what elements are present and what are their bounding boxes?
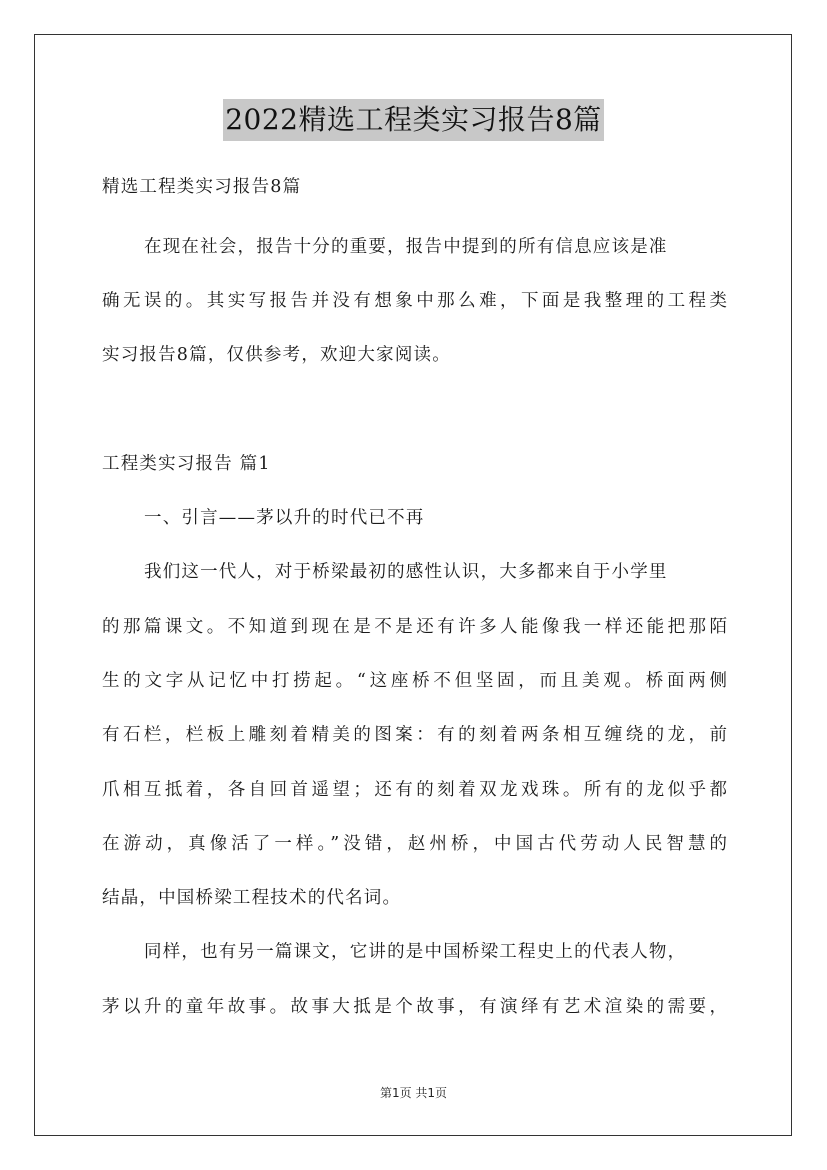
page-footer: 第1页 共1页 bbox=[379, 1086, 448, 1100]
body-line-3: 生的文字从记忆中打捞起。“这座桥不但坚固，而且美观。桥面两侧 bbox=[102, 671, 727, 691]
body-line-7: 结晶，中国桥梁工程技术的代名词。 bbox=[102, 888, 402, 908]
body-line-5: 爪相互抵着，各自回首遥望；还有的刻着双龙戏珠。所有的龙似乎都 bbox=[102, 780, 727, 800]
intro-line-1: 在现在社会，报告十分的重要，报告中提到的所有信息应该是准 bbox=[144, 237, 668, 257]
page-border bbox=[34, 34, 792, 1136]
section-heading: 工程类实习报告 篇1 bbox=[102, 454, 271, 474]
subsection-heading: 一、引言——茅以升的时代已不再 bbox=[144, 508, 425, 528]
subtitle-line: 精选工程类实习报告8篇 bbox=[102, 177, 302, 197]
body-line-4: 有石栏，栏板上雕刻着精美的图案：有的刻着两条相互缠绕的龙，前 bbox=[102, 725, 727, 745]
body-line-8: 同样，也有另一篇课文，它讲的是中国桥梁工程史上的代表人物， bbox=[144, 942, 687, 962]
body-line-9: 茅以升的童年故事。故事大抵是个故事，有演绎有艺术渲染的需要， bbox=[102, 997, 727, 1017]
document-title: 2022精选工程类实习报告8篇 bbox=[223, 99, 604, 141]
intro-line-3: 实习报告8篇，仅供参考，欢迎大家阅读。 bbox=[102, 345, 451, 365]
body-line-6: 在游动，真像活了一样。”没错，赵州桥，中国古代劳动人民智慧的 bbox=[102, 834, 727, 854]
body-line-2: 的那篇课文。不知道到现在是不是还有许多人能像我一样还能把那陌 bbox=[102, 617, 727, 637]
title-container bbox=[0, 99, 827, 141]
intro-line-2: 确无误的。其实写报告并没有想象中那么难，下面是我整理的工程类 bbox=[102, 291, 727, 311]
body-line-1: 我们这一代人，对于桥梁最初的感性认识，大多都来自于小学里 bbox=[144, 562, 668, 582]
